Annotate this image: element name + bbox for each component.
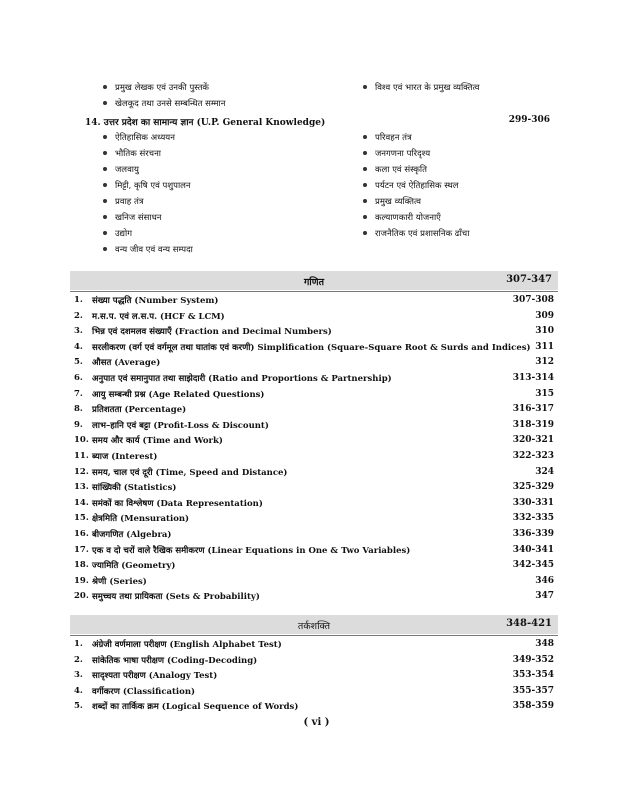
s14-right-item: जनगणना परिदृश्य [363, 148, 430, 159]
section-header-ganit [70, 271, 558, 290]
bullet-dot-icon [103, 183, 107, 187]
toc-row: 14. समंकों का विश्लेषण (Data Representation) 330-331 [74, 497, 554, 509]
bullet-dot-icon [363, 215, 367, 219]
toc-row: 4. वर्गीकरण (Classification) 355-357 [74, 685, 554, 697]
toc-row: 7. आयु सम्बन्धी प्रश्न (Age Related Questions) 315 [74, 388, 554, 400]
toc-row: 18. ज्यामिति (Geometry) 342-345 [74, 560, 554, 572]
bullet-dot-icon [363, 199, 367, 203]
section-title-tarkshakti: तर्कशक्ति [297, 621, 331, 632]
bullet-dot-icon [363, 231, 367, 235]
toc-row: 20. समुच्चय तथा प्रायिकता (Sets & Probability) 347 [74, 591, 554, 603]
toc-row: 4. सरलीकरण (वर्ग एवं वर्गमूल तथा घातांक एवं करणी) Simplification (Square-Square Root & Surds and Indices) 311 [74, 341, 554, 353]
toc-row: 6. अनुपात एवं समानुपात तथा साझेदारी (Ratio and Proportions & Partnership) 313-314 [74, 373, 554, 384]
section-14-heading [85, 115, 550, 128]
s14-left-item: वन्य जीव एवं वन्य सम्पदा [103, 244, 193, 255]
s14-left-item: मिट्टी, कृषि एवं पशुपालन [103, 180, 191, 191]
s14-left-item: भौतिक संरचना [103, 148, 161, 159]
s14-left-item: प्रवाह तंत्र [103, 196, 144, 207]
bullet-dot-icon [103, 85, 107, 89]
bullet-dot-icon [103, 167, 107, 171]
s14-left-item: खनिज संसाधन [103, 212, 162, 223]
toc-row: 1. अंग्रेजी वर्णमाला परीक्षण (English Alphabet Test) 348 [74, 639, 554, 650]
bullet-dot-icon [103, 151, 107, 155]
toc-row: 15. क्षेत्रमिति (Mensuration) 332-335 [74, 513, 554, 525]
s14-left-item: जलवायु [103, 164, 139, 175]
bullet-dot-icon [363, 167, 367, 171]
toc-row: 1. संख्या पद्धति (Number System) 307-308 [74, 295, 554, 306]
toc-row: 17. एक व दो चरों वाले रैखिक समीकरण (Linear Equations in One & Two Variables) 340-341 [74, 544, 554, 556]
section-pages-tarkshakti: 348-421 [506, 618, 552, 629]
toc-row: 3. सादृश्यता परीक्षण (Analogy Test) 353-354 [74, 670, 554, 682]
bullet-dot-icon [103, 247, 107, 251]
toc-row: 5. औसत (Average) 312 [74, 357, 554, 369]
page-number: ( vi ) [303, 717, 330, 728]
section-divider [70, 635, 558, 636]
toc-row: 8. प्रतिशतता (Percentage) 316-317 [74, 404, 554, 416]
toc-row: 10. समय और कार्य (Time and Work) 320-321 [74, 435, 554, 447]
bullet-dot-icon [363, 135, 367, 139]
toc-row: 3. भिन्न एवं दशमलव संख्याएँ (Fraction and Decimal Numbers) 310 [74, 326, 554, 338]
bullet-dot-icon [363, 85, 367, 89]
toc-row: 12. समय, चाल एवं दूरी (Time, Speed and Distance) 324 [74, 466, 554, 478]
bullet-dot-icon [103, 231, 107, 235]
s14-right-item: राजनैतिक एवं प्रशासनिक ढाँचा [363, 228, 469, 239]
toc-row: 13. सांख्यिकी (Statistics) 325-329 [74, 482, 554, 494]
top-bullet-left-2: खेलकूद तथा उनसे सम्बन्धित सम्मान [103, 98, 225, 109]
bullet-dot-icon [363, 183, 367, 187]
toc-row: 9. लाभ–हानि एवं बट्टा (Profit-Loss & Discount) 318-319 [74, 419, 554, 431]
section-title-ganit: गणित [303, 277, 325, 288]
section-14-title: 14. उत्तर प्रदेश का सामान्य ज्ञान (U.P. General Knowledge) [85, 118, 326, 128]
bullet-dot-icon [103, 215, 107, 219]
toc-row: 5. शब्दों का तार्किक क्रम (Logical Sequence of Words) 358-359 [74, 701, 554, 713]
toc-row: 16. बीजगणित (Algebra) 336-339 [74, 529, 554, 540]
top-bullet-right-1: विश्व एवं भारत के प्रमुख व्यक्तित्व [363, 82, 480, 93]
section-header-tarkshakti [70, 615, 558, 634]
top-bullet-left-1: प्रमुख लेखक एवं उनकी पुस्तकें [103, 82, 209, 93]
bullet-dot-icon [363, 151, 367, 155]
s14-right-item: कल्याणकारी योजनाएँ [363, 212, 441, 223]
section-14-pages: 299-306 [508, 115, 550, 125]
toc-row: 19. श्रेणी (Series) 346 [74, 575, 554, 587]
bullet-dot-icon [103, 135, 107, 139]
toc-row: 2. सांकेतिक भाषा परीक्षण (Coding-Decoding) 349-352 [74, 654, 554, 666]
bullet-dot-icon [103, 199, 107, 203]
toc-row: 11. ब्याज (Interest) 322-323 [74, 451, 554, 462]
s14-left-item: उद्योग [103, 228, 132, 239]
s14-left-item: ऐतिहासिक अध्ययन [103, 132, 175, 143]
section-divider [70, 291, 558, 292]
s14-right-item: प्रमुख व्यक्तित्व [363, 196, 421, 207]
s14-right-item: पर्यटन एवं ऐतिहासिक स्थल [363, 180, 459, 191]
section-pages-ganit: 307-347 [506, 274, 552, 285]
s14-right-item: कला एवं संस्कृति [363, 164, 427, 175]
bullet-dot-icon [103, 101, 107, 105]
s14-right-item: परिवहन तंत्र [363, 132, 412, 143]
toc-row: 2. म.स.प. एवं ल.स.प. (HCF & LCM) 309 [74, 310, 554, 322]
